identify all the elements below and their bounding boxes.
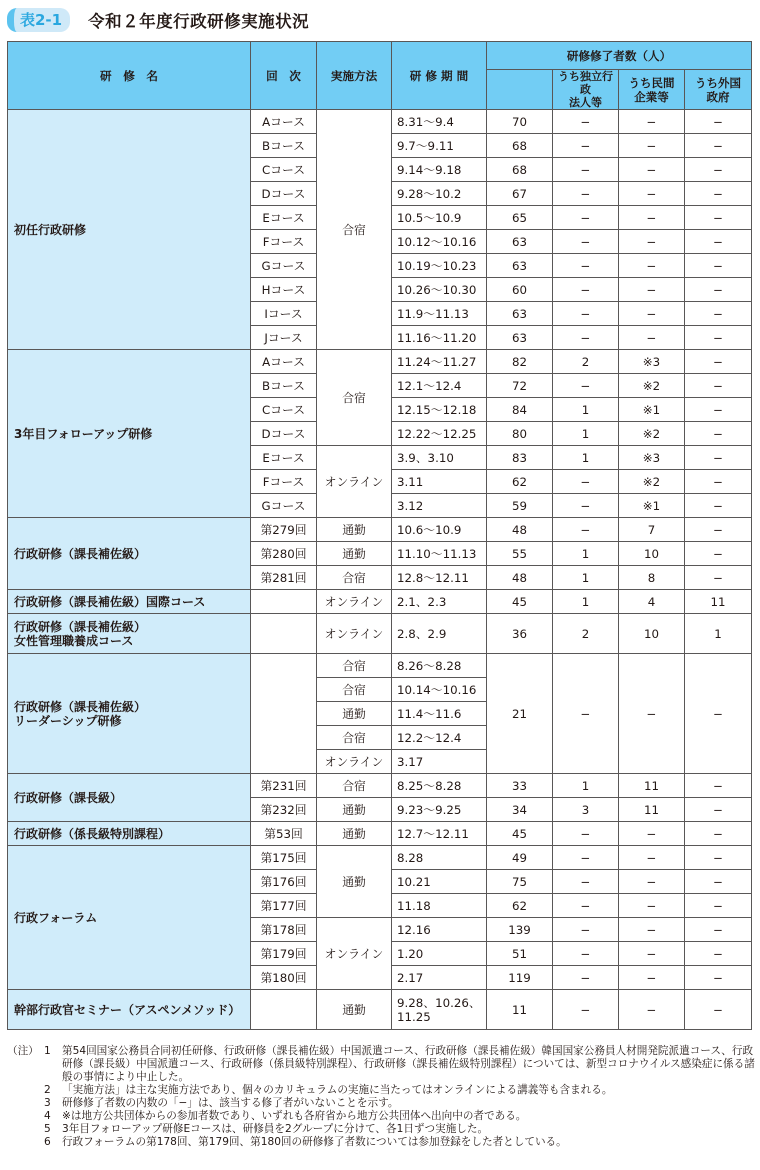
table-row <box>8 654 752 678</box>
course-name: 幹部行政官セミナー（アスペンメソッド） <box>8 990 251 1030</box>
method-cell: 合宿 <box>317 566 392 590</box>
method-cell: 合宿 <box>317 350 392 446</box>
foreign-count: − <box>685 134 752 158</box>
total-count: 67 <box>487 182 553 206</box>
foreign-count: − <box>685 918 752 942</box>
total-count: 62 <box>487 894 553 918</box>
footnote-item <box>7 1110 755 1123</box>
foreign-count: − <box>685 654 752 774</box>
foreign-count: − <box>685 990 752 1030</box>
private-count: − <box>619 182 685 206</box>
independent-count: − <box>553 870 619 894</box>
foreign-count: − <box>685 350 752 374</box>
method-cell: 通勤 <box>317 846 392 918</box>
private-count: − <box>619 990 685 1030</box>
private-count: ※1 <box>619 398 685 422</box>
private-count: 11 <box>619 774 685 798</box>
method-cell: オンライン <box>317 614 392 654</box>
footnote-item <box>7 1136 755 1149</box>
course-name: 行政研修（係長級特別課程） <box>8 822 251 846</box>
independent-count: − <box>553 894 619 918</box>
independent-count: − <box>553 374 619 398</box>
course-name: 行政研修（課長補佐級） リーダーシップ研修 <box>8 654 251 774</box>
total-count: 63 <box>487 326 553 350</box>
footnote-number: 4 <box>44 1110 51 1122</box>
private-count: − <box>619 134 685 158</box>
method-cell: 通勤 <box>317 702 392 726</box>
independent-count: − <box>553 846 619 870</box>
round-cell: Eコース <box>251 446 317 470</box>
foreign-count: − <box>685 470 752 494</box>
foreign-count: − <box>685 542 752 566</box>
foreign-count: − <box>685 822 752 846</box>
private-count: − <box>619 846 685 870</box>
table-row <box>8 822 752 846</box>
foreign-count: − <box>685 254 752 278</box>
total-count: 45 <box>487 590 553 614</box>
foreign-count: − <box>685 302 752 326</box>
independent-count: − <box>553 302 619 326</box>
footnote-number: 2 <box>44 1084 51 1096</box>
independent-count: − <box>553 326 619 350</box>
round-cell: 第178回 <box>251 918 317 942</box>
independent-count: − <box>553 254 619 278</box>
footnote-prefix: （注） <box>7 1045 39 1057</box>
total-count: 49 <box>487 846 553 870</box>
total-count: 45 <box>487 822 553 846</box>
header-independent: うち独立行政 法人等 <box>553 70 619 110</box>
total-count: 48 <box>487 518 553 542</box>
round-cell: Gコース <box>251 494 317 518</box>
round-cell: 第231回 <box>251 774 317 798</box>
method-cell: オンライン <box>317 918 392 990</box>
footnote-prefix <box>7 1084 44 1097</box>
round-cell: Dコース <box>251 422 317 446</box>
total-count: 84 <box>487 398 553 422</box>
period-cell: 9.23〜9.25 <box>392 798 487 822</box>
table-row <box>8 590 752 614</box>
private-count: − <box>619 254 685 278</box>
private-count: − <box>619 206 685 230</box>
private-count: − <box>619 822 685 846</box>
round-cell: 第280回 <box>251 542 317 566</box>
period-cell: 9.28、10.26、 11.25 <box>392 990 487 1030</box>
total-count: 11 <box>487 990 553 1030</box>
foreign-count: 11 <box>685 590 752 614</box>
period-cell: 12.8〜12.11 <box>392 566 487 590</box>
independent-count: − <box>553 134 619 158</box>
table-row <box>8 774 752 798</box>
total-count: 55 <box>487 542 553 566</box>
independent-count: − <box>553 158 619 182</box>
private-count: − <box>619 966 685 990</box>
table-number-badge: 表2-1 <box>7 8 70 32</box>
total-count: 72 <box>487 374 553 398</box>
period-cell: 12.15〜12.18 <box>392 398 487 422</box>
total-count: 48 <box>487 566 553 590</box>
private-count: 10 <box>619 542 685 566</box>
table-row <box>8 350 752 374</box>
independent-count: − <box>553 230 619 254</box>
footnote-item <box>7 1045 755 1084</box>
independent-count: − <box>553 182 619 206</box>
private-count: − <box>619 654 685 774</box>
round-cell <box>251 614 317 654</box>
round-cell: Fコース <box>251 470 317 494</box>
independent-count: 1 <box>553 590 619 614</box>
header-method: 実施方法 <box>317 42 392 110</box>
period-cell: 2.8、2.9 <box>392 614 487 654</box>
footnote-number: 3 <box>44 1097 51 1109</box>
round-cell: 第177回 <box>251 894 317 918</box>
footnote-text: 第54回国家公務員合同初任研修、行政研修（課長補佐級）中国派遣コース、行政研修（課長補佐級）韓国国家公務員人材開発院派遣コース、行政研修（課長級）中国派遣コース、行政研修（係員級特別課程）、行政研修（課長補佐級特別課程）については、新型コロナウイルス感染症に係る諸般の事情により中止した。 <box>62 1045 755 1083</box>
independent-count: 1 <box>553 446 619 470</box>
period-cell: 11.9〜11.13 <box>392 302 487 326</box>
round-cell: Gコース <box>251 254 317 278</box>
private-count: ※2 <box>619 374 685 398</box>
round-cell: Fコース <box>251 230 317 254</box>
round-cell: Eコース <box>251 206 317 230</box>
private-count: − <box>619 302 685 326</box>
round-cell: Bコース <box>251 134 317 158</box>
foreign-count: − <box>685 446 752 470</box>
period-cell: 9.7〜9.11 <box>392 134 487 158</box>
total-count: 34 <box>487 798 553 822</box>
total-count: 82 <box>487 350 553 374</box>
method-cell: オンライン <box>317 590 392 614</box>
course-name: 行政研修（課長補佐級） <box>8 518 251 590</box>
total-count: 139 <box>487 918 553 942</box>
total-count: 75 <box>487 870 553 894</box>
course-name: 行政研修（課長級） <box>8 774 251 822</box>
period-cell: 3.12 <box>392 494 487 518</box>
independent-count: 2 <box>553 350 619 374</box>
independent-count: 3 <box>553 798 619 822</box>
round-cell <box>251 990 317 1030</box>
foreign-count: − <box>685 278 752 302</box>
total-count: 62 <box>487 470 553 494</box>
period-cell: 3.9、3.10 <box>392 446 487 470</box>
foreign-count: − <box>685 158 752 182</box>
foreign-count: − <box>685 230 752 254</box>
private-count: − <box>619 230 685 254</box>
header-foreign: うち外国 政府 <box>685 70 752 110</box>
total-count: 83 <box>487 446 553 470</box>
round-cell: 第281回 <box>251 566 317 590</box>
round-cell: Aコース <box>251 110 317 134</box>
independent-count: − <box>553 278 619 302</box>
table-title: 令和２年度行政研修実施状況 <box>88 12 310 31</box>
private-count: − <box>619 278 685 302</box>
independent-count: 1 <box>553 398 619 422</box>
method-cell: 合宿 <box>317 774 392 798</box>
independent-count: − <box>553 470 619 494</box>
foreign-count: − <box>685 846 752 870</box>
round-cell: Cコース <box>251 398 317 422</box>
period-cell: 10.14〜10.16 <box>392 678 487 702</box>
footnote-text: 3年目フォローアップ研修Eコースは、研修員を2グループに分けて、各1日ずつ実施した。 <box>62 1123 489 1135</box>
private-count: ※1 <box>619 494 685 518</box>
period-cell: 8.25〜8.28 <box>392 774 487 798</box>
total-count: 63 <box>487 230 553 254</box>
course-name: 行政研修（課長補佐級）国際コース <box>8 590 251 614</box>
foreign-count: − <box>685 798 752 822</box>
independent-count: − <box>553 966 619 990</box>
header-private: うち民間 企業等 <box>619 70 685 110</box>
private-count: − <box>619 918 685 942</box>
period-cell: 8.26〜8.28 <box>392 654 487 678</box>
footnote-prefix <box>7 1123 44 1136</box>
table-row <box>8 110 752 134</box>
table-row <box>8 614 752 654</box>
independent-count: − <box>553 942 619 966</box>
header-round: 回 次 <box>251 42 317 110</box>
period-cell: 12.22〜12.25 <box>392 422 487 446</box>
method-cell: オンライン <box>317 446 392 518</box>
private-count: − <box>619 326 685 350</box>
round-cell: 第175回 <box>251 846 317 870</box>
foreign-count: − <box>685 326 752 350</box>
foreign-count: − <box>685 398 752 422</box>
period-cell: 2.1、2.3 <box>392 590 487 614</box>
period-cell: 12.2〜12.4 <box>392 726 487 750</box>
method-cell: 合宿 <box>317 726 392 750</box>
round-cell: 第279回 <box>251 518 317 542</box>
period-cell: 10.6〜10.9 <box>392 518 487 542</box>
total-count: 68 <box>487 158 553 182</box>
footnote-text: 研修修了者数の内数の「−」は、該当する修了者がいないことを示す。 <box>62 1097 399 1109</box>
period-cell: 1.20 <box>392 942 487 966</box>
independent-count: − <box>553 494 619 518</box>
period-cell: 12.16 <box>392 918 487 942</box>
private-count: − <box>619 870 685 894</box>
total-count: 59 <box>487 494 553 518</box>
independent-count: − <box>553 990 619 1030</box>
header-completers: 研修修了者数（人） <box>487 42 752 70</box>
total-count: 33 <box>487 774 553 798</box>
foreign-count: − <box>685 374 752 398</box>
period-cell: 3.17 <box>392 750 487 774</box>
round-cell <box>251 590 317 614</box>
independent-count: − <box>553 918 619 942</box>
foreign-count: − <box>685 422 752 446</box>
period-cell: 11.24〜11.27 <box>392 350 487 374</box>
period-cell: 10.26〜10.30 <box>392 278 487 302</box>
method-cell: 通勤 <box>317 542 392 566</box>
foreign-count: − <box>685 494 752 518</box>
private-count: 11 <box>619 798 685 822</box>
course-name: 行政フォーラム <box>8 846 251 990</box>
period-cell: 11.10〜11.13 <box>392 542 487 566</box>
total-count: 70 <box>487 110 553 134</box>
period-cell: 10.19〜10.23 <box>392 254 487 278</box>
footnote-prefix <box>7 1136 44 1149</box>
independent-count: 1 <box>553 774 619 798</box>
period-cell: 8.31〜9.4 <box>392 110 487 134</box>
footnote-text: ※は地方公共団体からの参加者数であり、いずれも各府省から地方公共団体へ出向中の者である。 <box>62 1110 527 1122</box>
private-count: − <box>619 942 685 966</box>
header-name: 研 修 名 <box>8 42 251 110</box>
foreign-count: − <box>685 518 752 542</box>
total-count: 68 <box>487 134 553 158</box>
total-count: 36 <box>487 614 553 654</box>
private-count: ※3 <box>619 446 685 470</box>
total-count: 80 <box>487 422 553 446</box>
footnote-item <box>7 1123 755 1136</box>
period-cell: 9.14〜9.18 <box>392 158 487 182</box>
foreign-count: − <box>685 206 752 230</box>
footnote-text: 行政フォーラムの第178回、第179回、第180回の研修修了者数については参加登録をした者としている。 <box>62 1136 567 1148</box>
private-count: − <box>619 894 685 918</box>
method-cell: 通勤 <box>317 822 392 846</box>
course-name: 3年目フォローアップ研修 <box>8 350 251 518</box>
foreign-count: − <box>685 182 752 206</box>
footnotes <box>7 1045 755 1149</box>
independent-count: − <box>553 206 619 230</box>
round-cell: 第179回 <box>251 942 317 966</box>
round-cell: Aコース <box>251 350 317 374</box>
method-cell: 通勤 <box>317 518 392 542</box>
round-cell: Iコース <box>251 302 317 326</box>
foreign-count: − <box>685 894 752 918</box>
foreign-count: − <box>685 110 752 134</box>
private-count: 8 <box>619 566 685 590</box>
period-cell: 12.1〜12.4 <box>392 374 487 398</box>
total-count: 63 <box>487 302 553 326</box>
training-status-table <box>7 41 752 1030</box>
header-period: 研 修 期 間 <box>392 42 487 110</box>
period-cell: 9.28〜10.2 <box>392 182 487 206</box>
footnote-text: 「実施方法」は主な実施方法であり、個々のカリキュラムの実施に当たってはオンラインによる講義等も含まれる。 <box>62 1084 613 1096</box>
period-cell: 8.28 <box>392 846 487 870</box>
table-title-row <box>7 7 309 33</box>
course-name: 行政研修（課長補佐級） 女性管理職養成コース <box>8 614 251 654</box>
round-cell: Cコース <box>251 158 317 182</box>
table-row <box>8 846 752 870</box>
footnote-number: 5 <box>44 1123 51 1135</box>
total-count: 65 <box>487 206 553 230</box>
method-cell: 合宿 <box>317 678 392 702</box>
round-cell: Bコース <box>251 374 317 398</box>
round-cell: Hコース <box>251 278 317 302</box>
method-cell: オンライン <box>317 750 392 774</box>
method-cell: 合宿 <box>317 110 392 350</box>
independent-count: 2 <box>553 614 619 654</box>
period-cell: 2.17 <box>392 966 487 990</box>
private-count: 10 <box>619 614 685 654</box>
footnote-prefix <box>7 1110 44 1123</box>
period-cell: 3.11 <box>392 470 487 494</box>
table-row <box>8 518 752 542</box>
private-count: 7 <box>619 518 685 542</box>
foreign-count: − <box>685 774 752 798</box>
round-cell: 第53回 <box>251 822 317 846</box>
independent-count: − <box>553 110 619 134</box>
round-cell: 第176回 <box>251 870 317 894</box>
period-cell: 10.21 <box>392 870 487 894</box>
private-count: ※2 <box>619 422 685 446</box>
footnote-item <box>7 1097 755 1110</box>
foreign-count: − <box>685 942 752 966</box>
total-count: 51 <box>487 942 553 966</box>
period-cell: 12.7〜12.11 <box>392 822 487 846</box>
foreign-count: − <box>685 566 752 590</box>
round-cell: Jコース <box>251 326 317 350</box>
independent-count: − <box>553 654 619 774</box>
table-row <box>8 990 752 1030</box>
private-count: − <box>619 110 685 134</box>
foreign-count: − <box>685 870 752 894</box>
total-count: 21 <box>487 654 553 774</box>
period-cell: 10.12〜10.16 <box>392 230 487 254</box>
method-cell: 通勤 <box>317 990 392 1030</box>
foreign-count: 1 <box>685 614 752 654</box>
independent-count: 1 <box>553 422 619 446</box>
independent-count: − <box>553 518 619 542</box>
round-cell: 第232回 <box>251 798 317 822</box>
method-cell: 通勤 <box>317 798 392 822</box>
total-count: 119 <box>487 966 553 990</box>
independent-count: − <box>553 822 619 846</box>
footnote-number: 1 <box>44 1045 51 1057</box>
total-count: 63 <box>487 254 553 278</box>
foreign-count: − <box>685 966 752 990</box>
private-count: ※3 <box>619 350 685 374</box>
period-cell: 11.18 <box>392 894 487 918</box>
method-cell: 合宿 <box>317 654 392 678</box>
header-total-blank <box>487 70 553 110</box>
round-cell <box>251 654 317 774</box>
period-cell: 11.4〜11.6 <box>392 702 487 726</box>
independent-count: 1 <box>553 542 619 566</box>
independent-count: 1 <box>553 566 619 590</box>
period-cell: 10.5〜10.9 <box>392 206 487 230</box>
round-cell: Dコース <box>251 182 317 206</box>
course-name: 初任行政研修 <box>8 110 251 350</box>
private-count: − <box>619 158 685 182</box>
private-count: 4 <box>619 590 685 614</box>
footnote-prefix <box>7 1097 44 1110</box>
round-cell: 第180回 <box>251 966 317 990</box>
footnote-item <box>7 1084 755 1097</box>
private-count: ※2 <box>619 470 685 494</box>
footnote-number: 6 <box>44 1136 51 1148</box>
period-cell: 11.16〜11.20 <box>392 326 487 350</box>
total-count: 60 <box>487 278 553 302</box>
